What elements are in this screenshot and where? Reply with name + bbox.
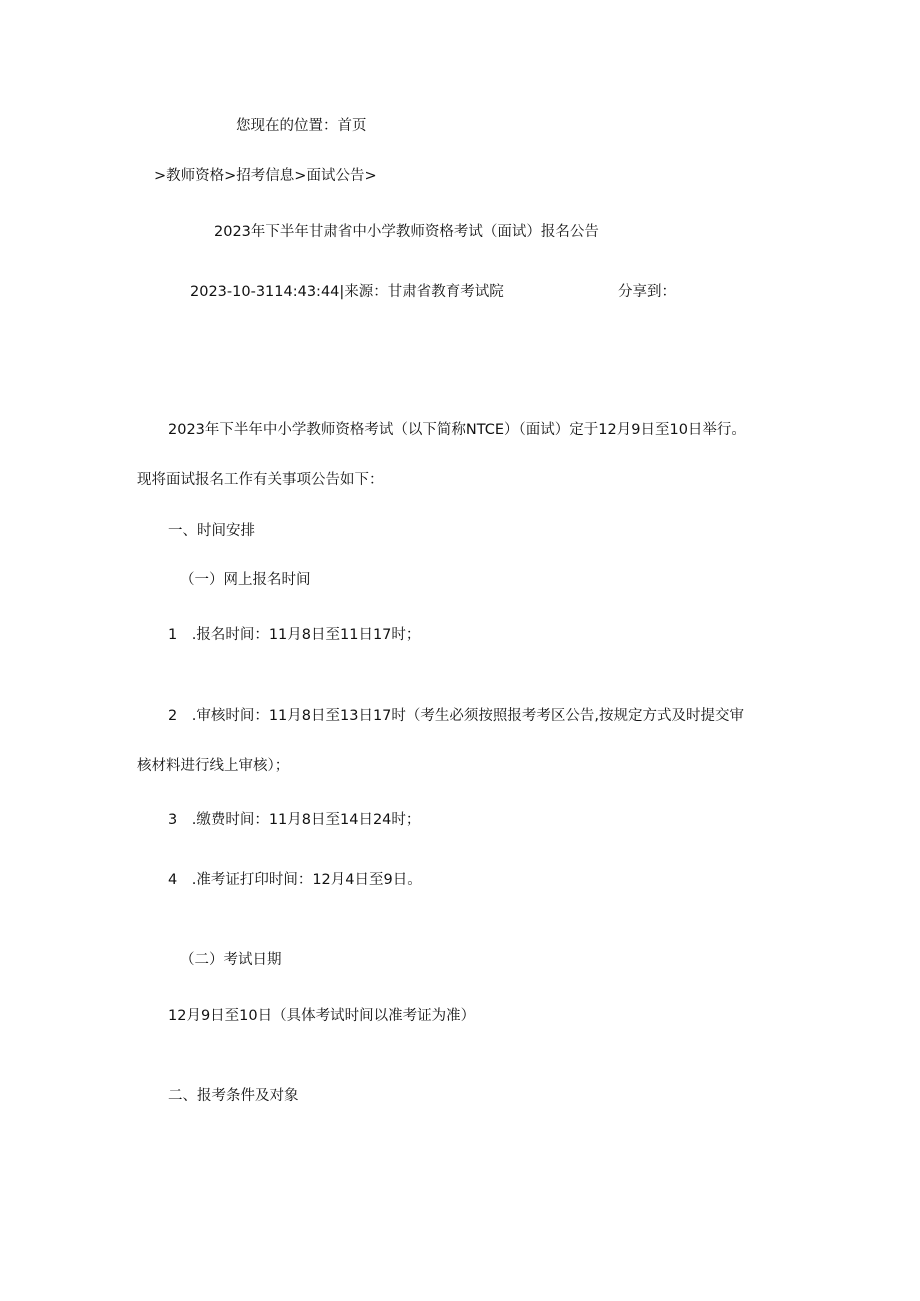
subsection-2-heading: （二）考试日期 — [180, 952, 282, 968]
article-title: 2023年下半年甘肃省中小学教师资格考试（面试）报名公告 — [214, 224, 599, 240]
list-item-2-line-2: 核材料进行线上审核）； — [137, 758, 290, 774]
list-item-3: 3 .缴费时间：11月8日至14日24时； — [168, 812, 421, 828]
breadcrumb-path[interactable]: >教师资格>招考信息>面试公告> — [154, 168, 377, 184]
exam-dates: 12月9日至10日（具体考试时间以准考证为准） — [168, 1008, 476, 1024]
section-2-heading: 二、报考条件及对象 — [168, 1088, 299, 1104]
intro-paragraph-line-1: 2023年下半年中小学教师资格考试（以下简称NTCE）（面试）定于12月9日至10日举行。 — [168, 422, 746, 438]
list-item-4: 4 .准考证打印时间：12月4日至9日。 — [168, 872, 422, 888]
share-label[interactable]: 分享到： — [618, 284, 676, 300]
list-item-1: 1 .报名时间：11月8日至11日17时； — [168, 627, 421, 643]
article-datetime-source: 2023-10-3114:43:44|来源：甘肃省教育考试院 — [190, 284, 504, 300]
intro-paragraph-line-2: 现将面试报名工作有关事项公告如下： — [137, 472, 384, 488]
section-1-heading: 一、时间安排 — [168, 523, 255, 539]
breadcrumb-location-label: 您现在的位置：首页 — [236, 118, 367, 134]
subsection-1-heading: （一）网上报名时间 — [180, 572, 311, 588]
list-item-2-line-1: 2 .审核时间：11月8日至13日17时（考生必须按照报考考区公告,按规定方式及时提交审 — [168, 708, 745, 724]
